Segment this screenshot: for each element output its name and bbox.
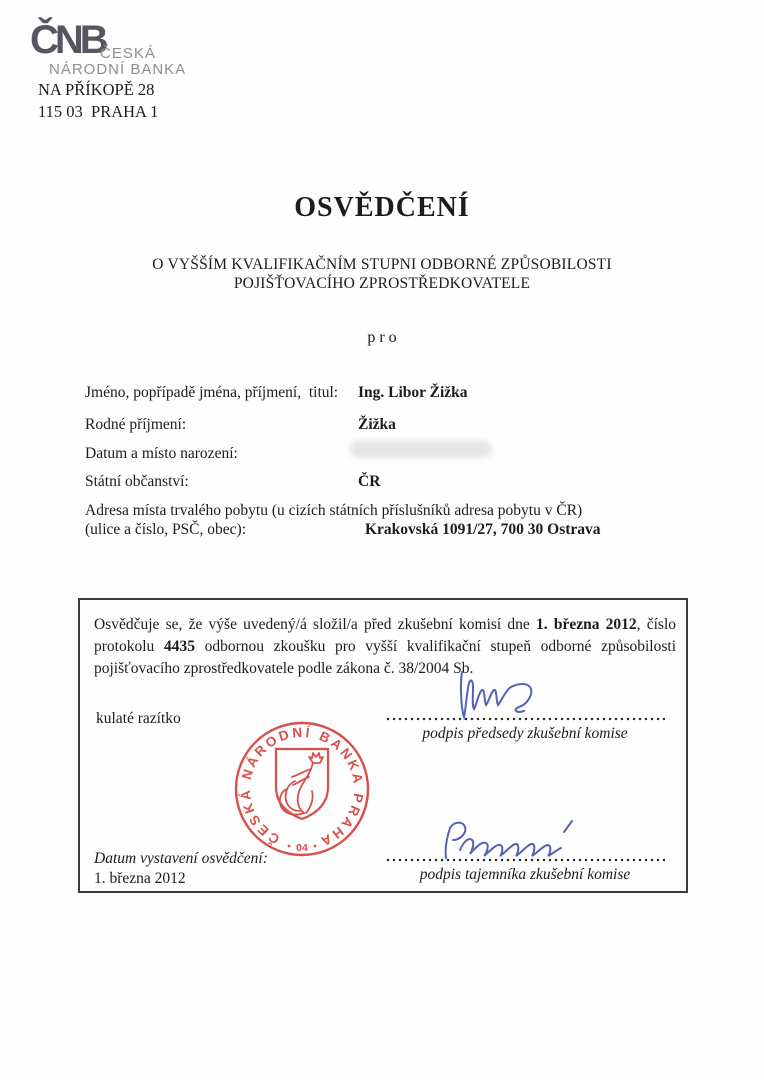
signature-secretary [436, 816, 586, 862]
stamp-ring-text: ČESKÁ NÁRODNÍ BANKA PRAHA [237, 724, 367, 850]
round-stamp-seal [225, 712, 379, 866]
field-label-name: Jméno, popřípadě jména, příjmení, titul: [85, 384, 339, 401]
document-subtitle-line2: POJIŠŤOVACÍHO ZPROSTŘEDKOVATELE [233, 275, 531, 292]
stamp-number: 04 [296, 842, 308, 854]
issue-date-value: 1. března 2012 [94, 870, 186, 887]
signature-line-chairman [385, 717, 665, 721]
field-label-residence-line2: (ulice a číslo, PSČ, obec): [85, 521, 246, 538]
field-value-residence: Krakovská 1091/27, 700 30 Ostrava [365, 521, 601, 538]
issue-date-label: Datum vystavení osvědčení: [94, 850, 268, 867]
document-title: OSVĚDČENÍ [294, 192, 470, 223]
stamp-outer-ring [236, 723, 368, 855]
stamp-dot-right [314, 845, 317, 848]
signature-chairman [452, 666, 562, 720]
signature-caption-secretary: podpis tajemníka zkušební komise [419, 866, 631, 883]
stamp-graphic [225, 712, 379, 866]
exam-date: 1. března 2012 [536, 616, 637, 633]
svg-text:ČESKÁ NÁRODNÍ BANKA PRAHA [238, 725, 366, 850]
cnb-logo-acronym: ČNB [30, 18, 105, 62]
stamp-lion [280, 753, 323, 815]
cnb-logo-name-line1: ČESKÁ [100, 45, 156, 62]
field-label-citizenship: Státní občanství: [85, 473, 189, 490]
for-word: p r o [367, 329, 397, 346]
bank-address-line2: 115 03 PRAHA 1 [38, 102, 159, 121]
field-label-residence-line1: Adresa místa trvalého pobytu (u cizích státních příslušníků adresa pobytu v ČR) [85, 502, 583, 519]
field-value-birth-surname: Žižka [358, 416, 396, 433]
field-value-name: Ing. Libor Žižka [358, 384, 468, 401]
redacted-birth-data-blur [350, 441, 492, 458]
stamp-dot-left [288, 845, 291, 848]
cnb-logo-name-line2: NÁRODNÍ BANKA [49, 61, 187, 78]
statement-part2: , číslo protokolu [94, 616, 676, 655]
field-value-citizenship: ČR [358, 473, 381, 490]
certificate-box [78, 598, 688, 893]
signature-caption-chairman: podpis předsedy zkušební komise [422, 725, 628, 742]
statement-part1: Osvědčuje se, že výše uvedený/á složil/a před zkušební komisí dne [94, 616, 536, 633]
signature-line-secretary [385, 858, 665, 862]
statement-part3: odbornou zkoušku pro vyšší kvalifikační stupeň odborné způsobilosti pojišťovacího zprostředkovatele podle zákona č. 38/2004 Sb. [94, 638, 676, 677]
field-label-birth-surname: Rodné příjmení: [85, 416, 187, 433]
protocol-number: 4435 [163, 638, 195, 655]
document-subtitle-line1: O VYŠŠÍM KVALIFIKAČNÍM STUPNI ODBORNÉ ZPŮSOBILOSTI [152, 256, 612, 273]
bank-address-line1: NA PŘÍKOPĚ 28 [38, 80, 155, 99]
round-stamp-label: kulaté razítko [96, 710, 181, 727]
statement-paragraph [94, 614, 676, 680]
field-label-birth-date-place: Datum a místo narození: [85, 445, 238, 462]
